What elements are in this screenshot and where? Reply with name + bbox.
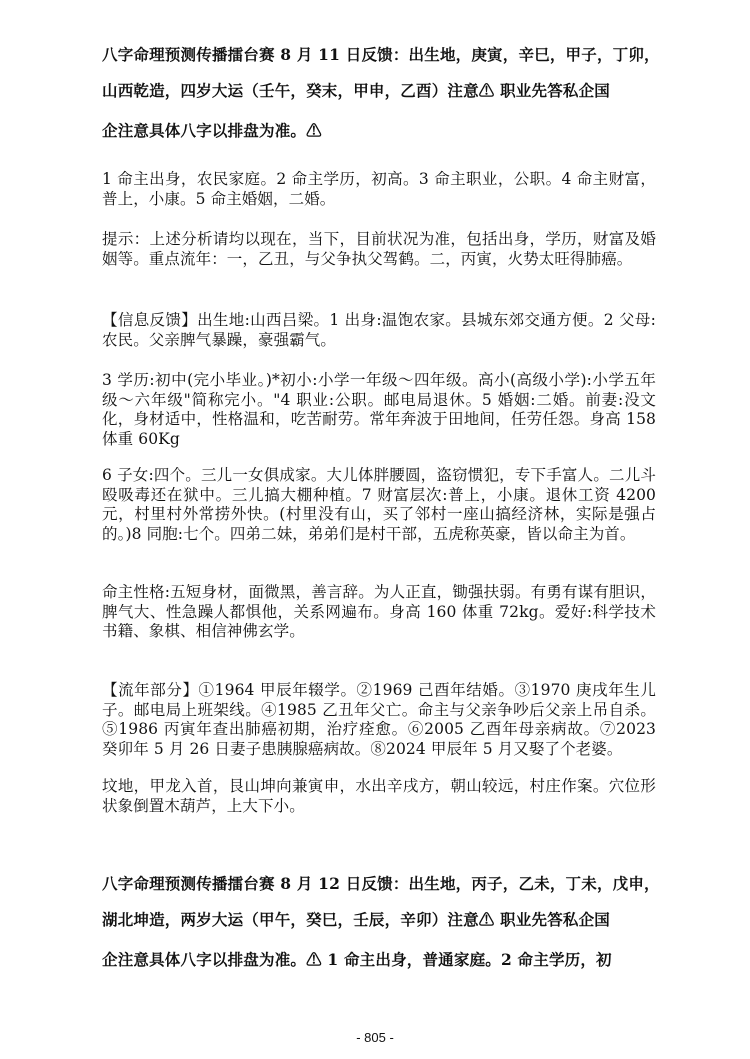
personality-paragraph: 命主性格:五短身材，面微黑，善言辞。为人正直，锄强扶弱。有勇有谋有胆识，脾气大、性急躁人都惧他，关系网遍布。身高 160 体重 72kg。爱好:科学技术书籍、象棋、相信神佛玄学。 xyxy=(102,583,656,640)
feedback-birth-paragraph: 【信息反馈】出生地:山西吕梁。1 出身:温饱农家。县城东郊交通方便。2 父母:农民。父亲脾气暴躁，豪强霸气。 xyxy=(102,311,656,349)
annual-events-paragraph: 【流年部分】①1964 甲辰年辍学。②1969 己酉年结婚。③1970 庚戌年生儿子。邮电局上班架线。④1985 乙丑年父亡。命主与父亲争吵后父亲上吊自杀。⑤1986 丙寅年查出肺癌初期，治疗痊愈。⑥2005 乙酉年母亲病故。⑦2023 癸卯年 5 月 26 日妻子患胰腺癌病故。⑧2024 甲辰年 5 月又娶了个老婆。 xyxy=(102,681,656,758)
section-aug-11 xyxy=(102,37,660,149)
section-aug-12 xyxy=(102,866,660,978)
feedback-children-paragraph: 6 子女:四个。三儿一女俱成家。大儿体胖腰圆，盗窃惯犯，专下手富人。二儿斗殴吸毒还在狱中。三儿搞大棚种植。7 财富层次:普上，小康。退休工资 4200 元，村里村外常捞外快。(村里没有山，买了邻村一座山搞经济林，实际是强占的。)8 同胞:七个。四弟二妹，弟弟们是村干部，五虎称英豪，皆以命主为首。 xyxy=(102,466,656,543)
grave-site-paragraph: 坟地，甲龙入首，艮山坤向兼寅申，水出辛戌方，朝山较远，村庄作案。穴位形状象倒置木葫芦，上大下小。 xyxy=(102,777,656,815)
headline2-line-2: 湖北坤造，两岁大运（甲午，癸巳，壬辰，辛卯）注意⚠ 职业先答私企国 xyxy=(102,910,610,929)
headline2-line-1: 八字命理预测传播擂台赛 8 月 12 日反馈：出生地，丙子，乙未，丁未，戊申， xyxy=(102,874,660,893)
hint-paragraph: 提示：上述分析请均以现在，当下，目前状况为准，包括出身，学历，财富及婚姻等。重点流年：一，乙丑，与父争执父驾鹤。二，丙寅，火势太旺得肺癌。 xyxy=(102,230,656,268)
headline-line-2: 山西乾造，四岁大运（壬午，癸末，甲申，乙酉）注意⚠ 职业先答私企国 xyxy=(102,81,610,100)
headline-line-3: 企注意具体八字以排盘为准。⚠ xyxy=(102,121,322,140)
questions-paragraph: 1 命主出身，农民家庭。2 命主学历，初高。3 命主职业，公职。4 命主财富，普上，小康。5 命主婚姻，二婚。 xyxy=(102,170,656,208)
headline2-line-3: 企注意具体八字以排盘为准。⚠ 1 命主出身，普通家庭。2 命主学历，初 xyxy=(102,950,612,969)
headline-line-1: 八字命理预测传播擂台赛 8 月 11 日反馈：出生地，庚寅，辛巳，甲子，丁卯， xyxy=(102,45,660,64)
page-number: - 805 - xyxy=(356,1030,394,1045)
feedback-education-paragraph: 3 学历:初中(完小毕业。)*初小:小学一年级～四年级。高小(高级小学):小学五年级～六年级"简称完小。"4 职业:公职。邮电局退休。5 婚姻:二婚。前妻:没文化，身材适中，性格温和，吃苦耐劳。常年奔波于田地间，任劳任怨。身高 158 体重 60Kg xyxy=(102,371,656,448)
